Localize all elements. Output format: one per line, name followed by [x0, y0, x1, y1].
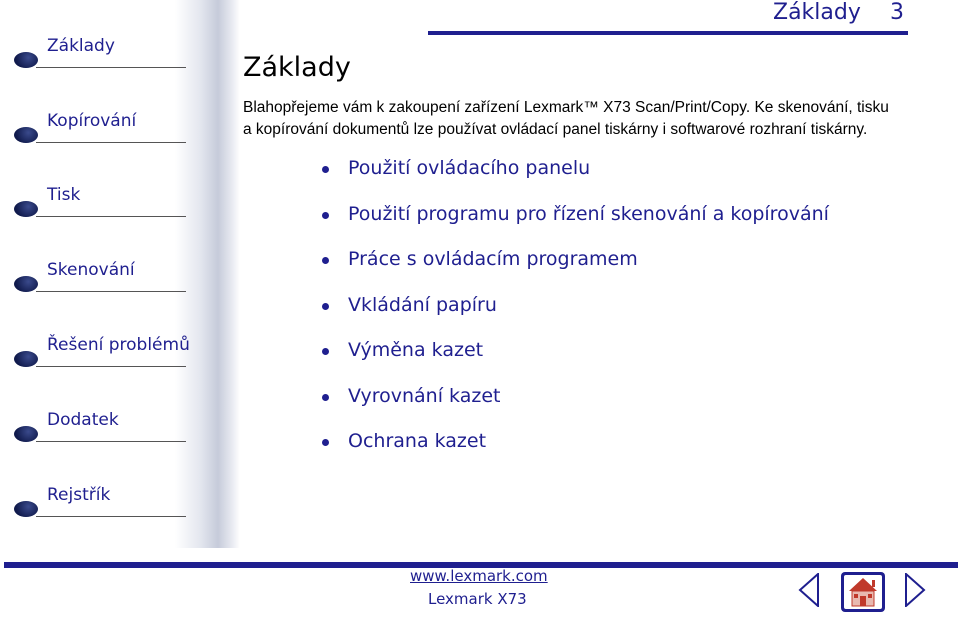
topic-label: Vkládání papíru [348, 293, 497, 316]
topic-label: Výměna kazet [348, 339, 484, 361]
next-page-icon [904, 573, 926, 607]
nav-bullet-icon [14, 351, 38, 367]
bullet-icon [322, 212, 329, 219]
nav-bullet-icon [14, 127, 38, 143]
header-section-title: Základy [773, 0, 861, 25]
topic-label: Ochrana kazet [348, 430, 487, 452]
prev-page-button[interactable] [798, 573, 820, 611]
page-title: Základy [243, 52, 351, 83]
topic-link-vyrovnani-kazet[interactable] [322, 384, 501, 431]
sidebar-item-zaklady[interactable] [14, 31, 186, 73]
intro-paragraph [243, 97, 943, 141]
intro-line: Blahopřejeme vám k zakoupení zařízení Lexmark™ X73 Scan/Print/Copy. Ke skenování, tisku [243, 99, 889, 116]
sidebar-item-label: Základy [47, 36, 115, 56]
topic-label: Použití ovládacího panelu [348, 157, 591, 179]
nav-bullet-icon [14, 52, 38, 68]
sidebar [0, 0, 240, 548]
bullet-icon [322, 348, 329, 355]
divider [36, 441, 186, 442]
topic-list [322, 157, 829, 476]
bullet-icon [322, 166, 329, 173]
nav-bullet-icon [14, 201, 38, 217]
sidebar-item-kopirovani[interactable] [14, 106, 186, 148]
sidebar-item-label: Skenování [47, 260, 135, 280]
sidebar-item-label: Kopírování [47, 111, 137, 131]
product-name: Lexmark X73 [428, 590, 527, 608]
divider [36, 291, 186, 292]
nav-bullet-icon [14, 276, 38, 292]
sidebar-item-tisk[interactable] [14, 180, 186, 222]
topic-link-ochrana-kazet[interactable] [322, 430, 487, 476]
home-button[interactable] [840, 571, 886, 617]
bullet-icon [322, 394, 329, 401]
topic-link-ovladaci-program[interactable] [322, 248, 638, 294]
sidebar-item-skenovani[interactable] [14, 255, 186, 297]
divider [36, 67, 186, 68]
topic-link-ovladaci-panel[interactable] [322, 157, 591, 203]
divider [36, 142, 186, 143]
topic-label: Práce s ovládacím programem [348, 248, 638, 270]
website-link[interactable]: www.lexmark.com [410, 567, 548, 585]
home-icon [840, 571, 886, 613]
topic-label: Použití programu pro řízení skenování a kopírování [348, 202, 829, 225]
nav-bullet-icon [14, 501, 38, 517]
sidebar-item-label: Řešení problémů [47, 335, 190, 355]
sidebar-item-dodatek[interactable] [14, 405, 186, 447]
divider [36, 366, 186, 367]
topic-link-vkladani-papiru[interactable] [322, 293, 497, 340]
bullet-icon [322, 439, 329, 446]
divider [36, 216, 186, 217]
next-page-button[interactable] [904, 573, 926, 611]
sidebar-item-label: Rejstřík [47, 485, 111, 505]
intro-line: a kopírování dokumentů lze používat ovládací panel tiskárny i softwarové rozhraní tiskárny. [243, 121, 868, 138]
nav-bullet-icon [14, 426, 38, 442]
sidebar-item-label: Dodatek [47, 410, 119, 430]
sidebar-item-reseni-problemu[interactable] [14, 330, 190, 372]
bullet-icon [322, 303, 329, 310]
page-number: 3 [890, 0, 904, 25]
sidebar-item-label: Tisk [47, 185, 81, 205]
divider [36, 516, 186, 517]
topic-link-vymena-kazet[interactable] [322, 339, 484, 385]
prev-page-icon [798, 573, 820, 607]
topic-label: Vyrovnání kazet [348, 384, 501, 407]
bullet-icon [322, 257, 329, 264]
sidebar-item-rejstrik[interactable] [14, 480, 186, 522]
topic-link-program-rizeni[interactable] [322, 202, 829, 249]
header-rule [428, 31, 908, 35]
